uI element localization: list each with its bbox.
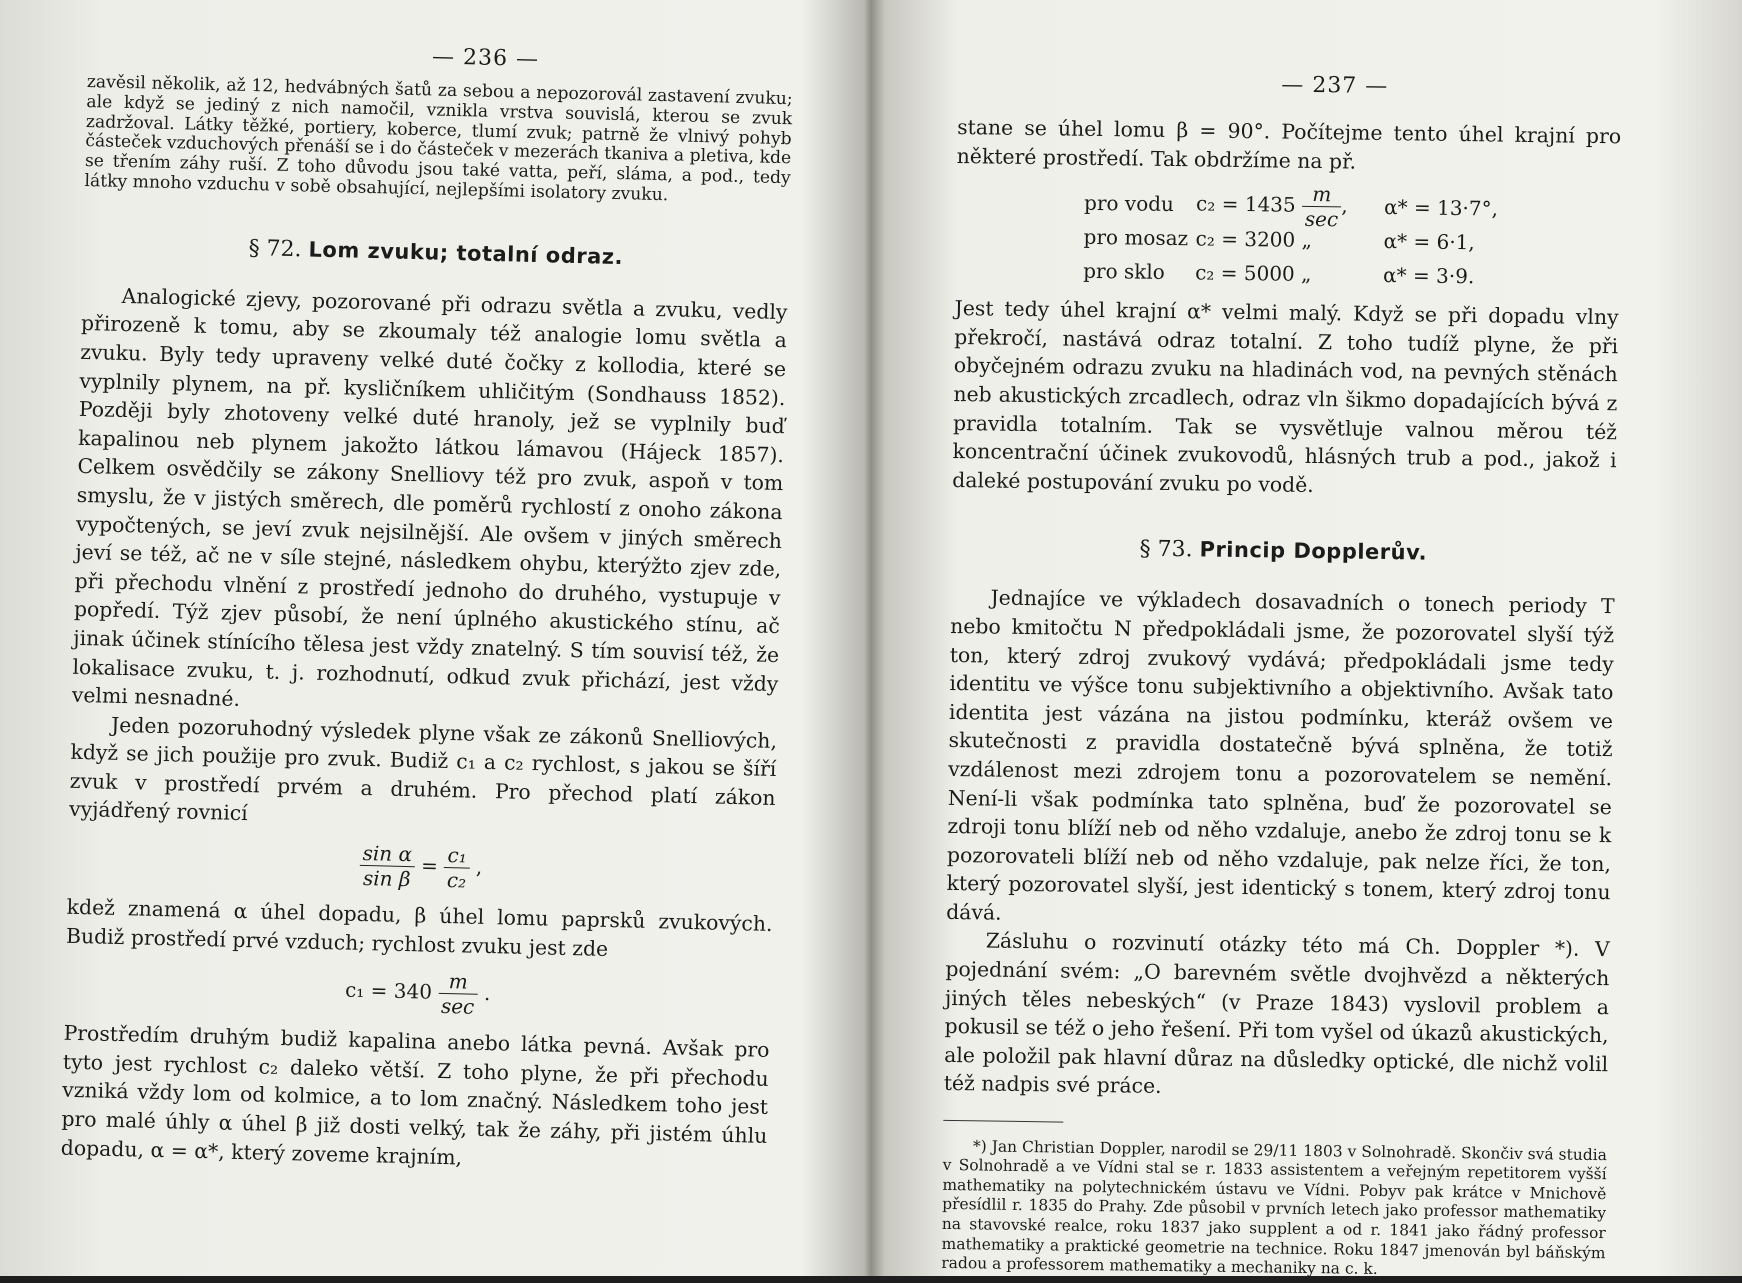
right-page xyxy=(876,0,1742,1279)
fraction-denominator: sec xyxy=(440,994,475,1019)
section-title: Princip Dopplerův. xyxy=(1199,537,1428,565)
right-text-block xyxy=(941,68,1622,1283)
paragraph: stane se úhel lomu β = 90°. Počítejme tento úhel krajní pro některé prostředí. Tak obdržíme na př. xyxy=(956,114,1622,174)
page-number-right: — 237 — xyxy=(1281,72,1389,100)
page-number-left: — 236 — xyxy=(431,44,540,73)
angle-value: α* = 3·9. xyxy=(1382,263,1475,289)
separator: , xyxy=(1341,193,1348,218)
paragraph: kdež znamená α úhel dopadu, β úhel lomu paprsků zvukových. Budiž prostředí prvé vzduch; rychlost zvuku jest zde xyxy=(65,894,773,961)
speed-value xyxy=(1195,227,1383,254)
fraction-numerator: c₁ xyxy=(444,843,470,869)
footnote: *) Jan Christian Doppler, narodil se 29/11 1803 v Solnohradě. Skončiv svá studia v Solnohradě a ve Vídni stal se r. 1833 assistentem a veřejným repetitorem vyšší mathematiky na polytechnickém ústavu ve Vídni. Pobyv pak krátce v Mnichově přesídlil r. 1835 do Prahy. Zde působil v prvních letech jako professor mathematiky na stavovské realce, roku 1837 jako supplent a od r. 1841 jako řádný professor mathematiky a praktické geometrie na technice. Roku 1847 jmenován byl báňským radou a professorem mathematiky a mechaniky na c. k. xyxy=(941,1136,1608,1279)
fraction-denominator: sec xyxy=(1304,206,1339,232)
fraction-numerator: m xyxy=(1302,182,1342,208)
footnote-divider xyxy=(943,1120,1063,1123)
equals-sign: = xyxy=(420,853,439,878)
section-heading-73 xyxy=(951,534,1615,568)
speed-text: c₂ = 5000 xyxy=(1195,260,1295,286)
speed-value xyxy=(1196,180,1385,232)
paragraph: Zásluhu o rozvinutí otázky této má Ch. Doppler *). V pojednání svém: „O barevném světle dvojhvězd a některých jiných těles nebeských“ (v Praze 1843) vyslovil problem a pokusil se též o jeho řešení. Při tom vyšel od úkazů akustických, ale položil pak hlavní důraz na důsledky optické, dle nichž volil též nadpis své práce. xyxy=(943,928,1610,1099)
paragraph: Jest tedy úhel krajní α* velmi malý. Když se při dopadu vlny překročí, nastává odraz totalní. Z toho tudíž plyne, že při obyčejném odrazu zvuku na hladinách vod, na pevných stěnách neb akustických zrcadlech, odraz vln šikmo dopadajících bývá z pravidla totalním. Tak se vysvětluje valnou měrou též koncentrační účinek zvukovodů, hlásných trub a pod., jakož i daleké postupování zvuku po vodě. xyxy=(952,296,1619,497)
section-number: § 73. xyxy=(1139,536,1193,563)
formula-punctuation: , xyxy=(475,854,483,879)
speed-text: c₂ = 3200 xyxy=(1195,226,1296,252)
separator: „ xyxy=(1300,261,1312,287)
fraction-numerator: m xyxy=(438,969,478,995)
fraction-unit xyxy=(438,969,478,1019)
separator: „ xyxy=(1301,228,1313,253)
intro-paragraph: zavěsil několik, až 12, hedvábných šatů za sebou a nepozorovál zastavení zvuku; ale když se jediný z nich namočil, vznikla vrstva souvislá, kterou se zvuk zadržoval. Látky těžké, portiery, koberce, tlumí zvuk; patrně že vlnivý pohyb částeček vzduchových přenáší se i do částeček v mezerách tkaniva a pletiva, kde se třením záhy ruší. Z toho důvodu jsou také vatta, peří, sláma, a pod., tedy látky mnoho vzduchu v sobě obsahující, nejlepšími isolatory zvuku. xyxy=(84,71,793,206)
medium-label: pro mosaz xyxy=(1083,224,1189,251)
paragraph: Analogické zjevy, pozorované při odrazu světla a zvuku, vedly přirozeně k tomu, aby se zkoumaly též analogie lomu světla a zvuku. Byly tedy upraveny velké duté čočky z kollodia, které se vyplnily plynem, na př. kysličníkem uhličitým (Sondhauss 1852). Později byly zhotoveny velké duté hranoly, jež se vyplnily buď kapalinou neb plynem jakožto látkou lámavou (Hájeck 1857). Celkem osvědčily se zákony Snelliovy též pro zvuk, aspoň v tom smyslu, že v jistých směrech, dle poměrů rychlostí z onoho zákona vypočtených, se jeví zvuk nejsilnější. Ale ovšem v jiných směrech jeví se též, ač ne v síle stejné, následkem ohybu, kterýžto zjev zde, při přechodu vlnění z prostředí jednoho do druhého, vystupuje v popředí. Týž zjev působí, že není úplného akustického stínu, ač jinak účinek stínícího tělesa jest vždy znatelný. S tím souvisí též, že lokalisace zvuku, t. j. rozhodnutí, odkud zvuk přichází, jest vždy velmi nesnadné. xyxy=(71,283,788,712)
section-title: Lom zvuku; totalní odraz. xyxy=(308,237,624,269)
left-page xyxy=(0,0,866,1276)
snell-formula xyxy=(67,834,774,900)
fraction-sine xyxy=(359,841,416,891)
fraction-denominator: c₂ xyxy=(446,868,467,893)
speed-text: c₂ = 1435 xyxy=(1195,191,1296,217)
medium-label: pro vodu xyxy=(1083,190,1175,217)
speed-value xyxy=(1195,261,1383,288)
fraction-unit xyxy=(1302,182,1342,232)
critical-angle-table xyxy=(1083,181,1620,295)
fraction-denominator: sin β xyxy=(362,866,411,892)
angle-value: α* = 6·1, xyxy=(1383,229,1475,255)
table-row xyxy=(1083,254,1619,295)
medium-label: pro sklo xyxy=(1083,258,1165,285)
paragraph: Jednajíce ve výkladech dosavadních o tonech periody T nebo kmitočtu N předpokládali jsme, že pozorovatel slyší týž ton, který zdroj zvukový vydává; předpokládali jsme tedy identitu ve výšce tonu subjektivního a objektivního. Avšak tato identita jest vázána na jistou podmínku, kteráž ovšem ve skutečnosti z pravidla dostatečně bývá splněna, že totiž vzdálenost mezi zdrojem tonu a pozorovatelem se nemění. Není-li však podmínka tato splněna, buď že pozorovatel se zdroji tonu blíží neb od něho vzdaluje, anebo že zdroj tonu se k pozorovateli blíží neb od něho vzdaluje, pak nelze říci, že ton, který pozorovatel slyší, jest identický s tonem, který zdroj tonu dává. xyxy=(946,585,1615,925)
section-number: § 72. xyxy=(248,235,302,263)
left-text-block xyxy=(60,36,793,1179)
angle-value: α* = 13·7°, xyxy=(1383,195,1499,221)
formula-punctuation: . xyxy=(483,981,491,1006)
formula-lhs: c₁ = 340 xyxy=(344,977,433,1004)
paragraph: Prostředím druhým budiž kapalina anebo látka pevná. Avšak pro tyto jest rychlost c₂ daleko větší. Z toho plyne, že při přechodu vzniká vždy lom od kolmice, a to lom značný. Následkem toho jest pro malé úhly α úhel β již dosti velký, tak že záhy, při jistém úhlu dopadu, α = α*, který zoveme krajním, xyxy=(60,1020,770,1170)
section-heading-72 xyxy=(83,232,789,274)
speed-formula xyxy=(64,960,771,1026)
fraction-speed xyxy=(444,843,470,893)
paragraph: Jeden pozoruhodný výsledek plyne však ze zákonů Snelliových, když se jich použije pro zvuk. Budiž c₁ a c₂ rychlost, s jakou se šíří zvuk v prostředí prvém a druhém. Pro přechod platí zákon vyjádřený rovnicí xyxy=(68,712,778,826)
fraction-numerator: sin α xyxy=(359,841,415,867)
